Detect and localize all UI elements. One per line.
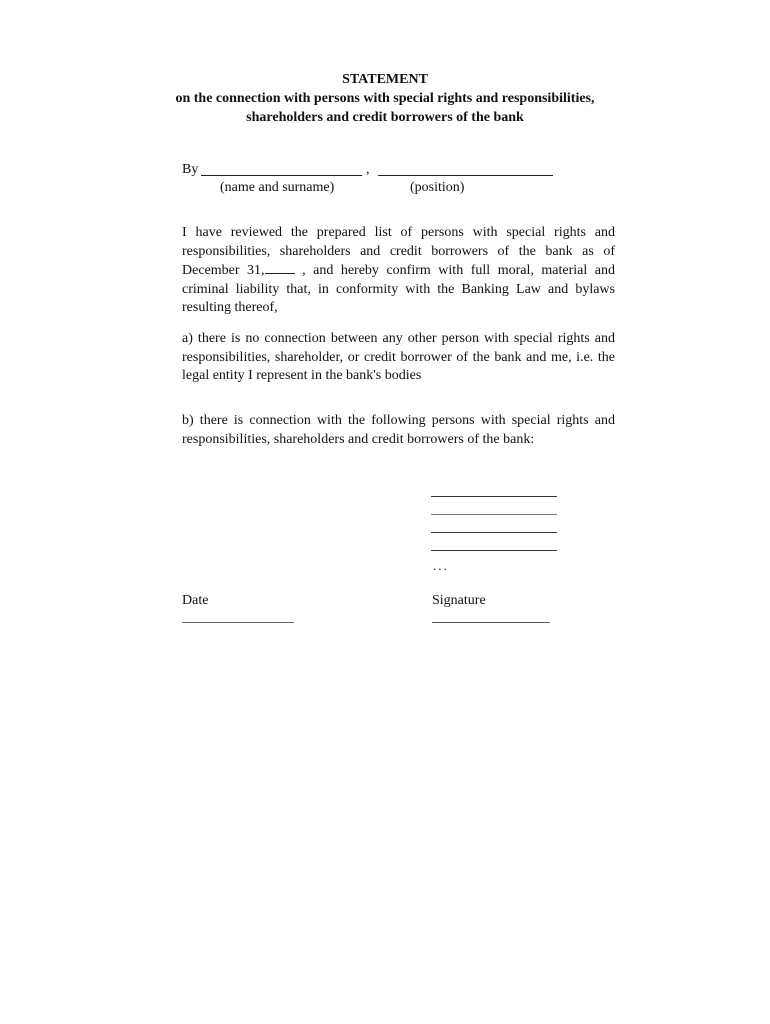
year-blank[interactable] — [265, 261, 295, 274]
date-suffix: , and hereby confirm with full moral, material and — [294, 263, 615, 279]
signature-blank[interactable] — [432, 622, 550, 623]
signature-label: Signature — [432, 593, 486, 608]
document-title: STATEMENT — [342, 72, 428, 87]
option-a-paragraph — [182, 330, 615, 386]
name-surname-caption: (name and surname) — [220, 180, 335, 195]
connection-ellipsis: ... — [433, 558, 449, 573]
date-prefix: December 31, — [182, 263, 265, 279]
document-subtitle-line-2: shareholders and credit borrowers of the bank — [246, 110, 524, 125]
connection-blank-4[interactable] — [431, 550, 557, 551]
paragraph-line: responsibilities, shareholder, or credit borrower of the bank and me, i.e. the — [182, 349, 615, 365]
position-caption: (position) — [410, 180, 465, 195]
paragraph-line: resulting thereof, — [182, 300, 278, 316]
paragraph-line: a) there is no connection between any other person with special rights and — [182, 331, 615, 346]
paragraph-line-date — [182, 261, 615, 281]
position-blank[interactable] — [378, 175, 553, 176]
document-subtitle-line-1: on the connection with persons with special rights and responsibilities, — [175, 91, 595, 106]
by-comma: , — [366, 162, 370, 177]
by-label: By — [182, 162, 199, 177]
date-blank[interactable] — [182, 622, 294, 623]
name-surname-blank[interactable] — [201, 175, 362, 176]
confirmation-paragraph — [182, 224, 615, 318]
paragraph-line: responsibilities, shareholders and credit borrowers of the bank: — [182, 431, 535, 447]
paragraph-line: b) there is connection with the following persons with special rights and — [182, 413, 615, 428]
paragraph-line: responsibilities, shareholders and credit borrowers of the bank as of — [182, 243, 615, 259]
date-label: Date — [182, 593, 209, 608]
paragraph-line: legal entity I represent in the bank's bodies — [182, 368, 422, 384]
option-b-paragraph — [182, 412, 615, 449]
paragraph-line: criminal liability that, in conformity with the Banking Law and bylaws — [182, 281, 615, 297]
paragraph-line: I have reviewed the prepared list of persons with special rights and — [182, 225, 615, 240]
connection-blank-1[interactable] — [431, 496, 557, 497]
connection-blank-3[interactable] — [431, 532, 557, 533]
connection-blank-2[interactable] — [431, 514, 557, 515]
